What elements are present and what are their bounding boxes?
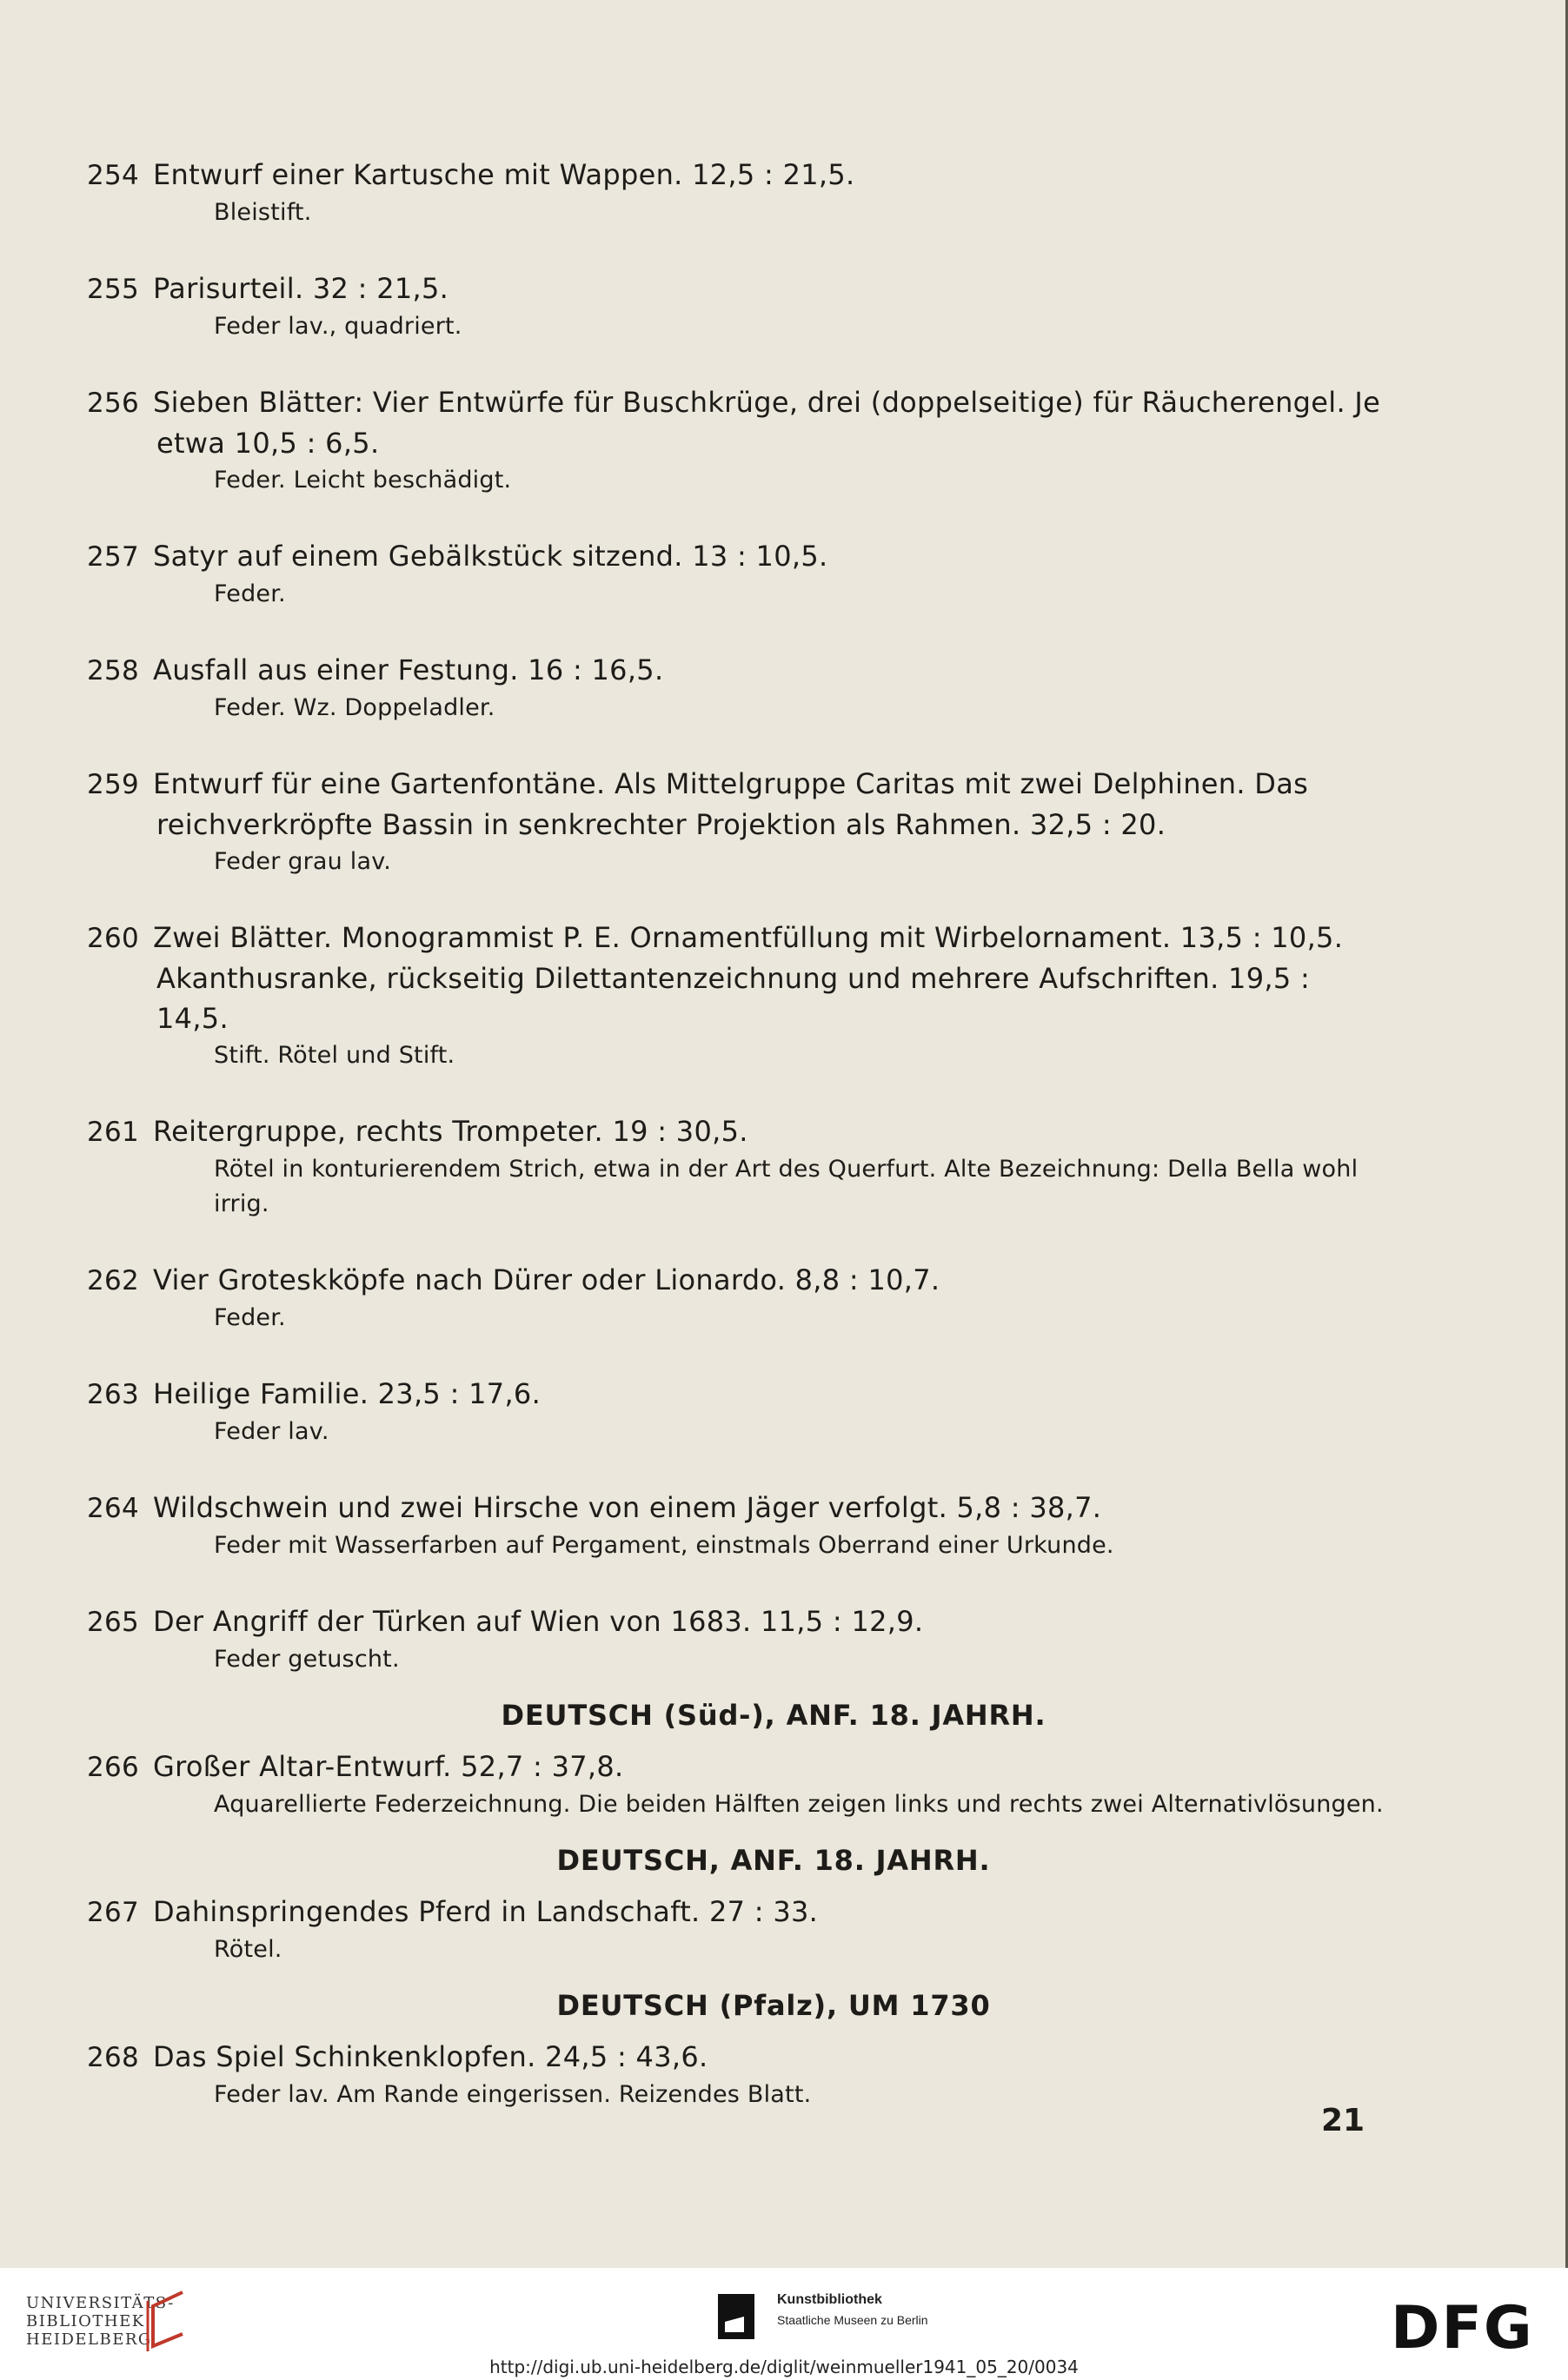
entry-number: 267 [87, 1897, 140, 1928]
entry-note: Aquarellierte Federzeichnung. Die beiden Hälften zeigen links und rechts zwei Alternativlösungen. [214, 1791, 1384, 1818]
catalog-entry [87, 1260, 1391, 1336]
catalog-entry [87, 1111, 1391, 1222]
catalog-entry [87, 268, 1391, 344]
entry-note: Feder. [214, 580, 286, 607]
entry-note: Rötel. [214, 1936, 282, 1963]
entry-note: Feder. Wz. Doppeladler. [214, 694, 495, 721]
entry-title-line [87, 1601, 1391, 1642]
entry-title: Sieben Blätter: Vier Entwürfe für Buschkrüge, drei (doppelseitige) für Räucherengel. Je etwa 10,5 : 6,5. [153, 386, 1381, 460]
entry-number: 261 [87, 1117, 140, 1148]
kunstbibliothek-logo-icon [718, 2294, 754, 2339]
entry-note: Bleistift. [214, 199, 312, 226]
source-url[interactable]: http://digi.ub.uni-heidelberg.de/diglit/weinmueller1941_05_20/0034 [489, 2357, 1079, 2377]
entry-number: 256 [87, 388, 140, 419]
entry-note: Feder. [214, 1304, 286, 1331]
entry-note: Stift. Rötel und Stift. [214, 1042, 455, 1069]
section-heading: DEUTSCH (Süd-), ANF. 18. JAHRH. [501, 1699, 1046, 1732]
entry-number: 258 [87, 655, 140, 686]
catalog-entry [87, 1488, 1391, 1563]
entry-title-line [87, 155, 1391, 196]
entry-title-line [87, 1747, 1391, 1787]
entry-title-line [87, 764, 1391, 845]
section-heading: DEUTSCH, ANF. 18. JAHRH. [556, 1844, 991, 1877]
kb-title: Kunstbibliothek [777, 2292, 882, 2307]
entry-title-line [87, 268, 1391, 309]
entry-number: 254 [87, 160, 140, 191]
university-line: UNIVERSITÄTS- [26, 2294, 175, 2312]
catalog-entry [87, 650, 1391, 726]
entry-number: 262 [87, 1265, 140, 1296]
entry-number: 263 [87, 1379, 140, 1410]
entry-number: 265 [87, 1607, 140, 1638]
entry-title: Entwurf für eine Gartenfontäne. Als Mittelgruppe Caritas mit zwei Delphinen. Das reichverkröpfte Bassin in senkrechter Projektion als Rahmen. 32,5 : 20. [153, 767, 1309, 841]
entry-note: Feder lav. [214, 1418, 329, 1445]
entry-note: Feder getuscht. [214, 1646, 400, 1673]
entry-title: Ausfall aus einer Festung. 16 : 16,5. [153, 653, 664, 686]
entry-note: Feder. Leicht beschädigt. [214, 467, 512, 494]
entry-title-line [87, 1260, 1391, 1301]
entry-note: Feder lav. Am Rande eingerissen. Reizendes Blatt. [214, 2081, 812, 2108]
entry-title: Entwurf einer Kartusche mit Wappen. 12,5 : 21,5. [153, 158, 855, 191]
entry-title-line [87, 918, 1391, 1038]
entry-note: Feder grau lav. [214, 848, 392, 875]
entry-title-line [87, 382, 1391, 463]
entry-title: Der Angriff der Türken auf Wien von 1683. 11,5 : 12,9. [153, 1605, 924, 1638]
catalog-entry [87, 764, 1391, 879]
section-heading: DEUTSCH (Pfalz), UM 1730 [556, 1989, 991, 2022]
catalog-entry [87, 536, 1391, 612]
entry-number: 259 [87, 769, 140, 800]
entry-title: Heilige Familie. 23,5 : 17,6. [153, 1377, 541, 1410]
entry-title-line [87, 536, 1391, 577]
entry-number: 257 [87, 541, 140, 573]
entry-title: Dahinspringendes Pferd in Landschaft. 27 : 33. [153, 1895, 819, 1928]
entry-title-line [87, 1374, 1391, 1415]
entry-note: Feder mit Wasserfarben auf Pergament, einstmals Oberrand einer Urkunde. [214, 1532, 1114, 1559]
entry-title: Großer Altar-Entwurf. 52,7 : 37,8. [153, 1750, 624, 1783]
catalog-entry [87, 382, 1391, 498]
catalog-entry [87, 1892, 1391, 1967]
page-number: 21 [1321, 2103, 1365, 2138]
entry-number: 266 [87, 1752, 140, 1783]
entry-title: Parisurteil. 32 : 21,5. [153, 272, 449, 305]
university-line: HEIDELBERG [26, 2330, 152, 2349]
entry-title-line [87, 1488, 1391, 1528]
entry-title: Reitergruppe, rechts Trompeter. 19 : 30,5. [153, 1115, 748, 1148]
catalog-entry [87, 1601, 1391, 1677]
catalog-entry [87, 1374, 1391, 1449]
entry-title-line [87, 1892, 1391, 1933]
entry-title-line [87, 650, 1391, 691]
entry-title: Wildschwein und zwei Hirsche von einem Jäger verfolgt. 5,8 : 38,7. [153, 1491, 1102, 1524]
entry-number: 260 [87, 923, 140, 954]
catalog-entry [87, 2037, 1391, 2112]
entry-title: Vier Groteskköpfe nach Dürer oder Lionardo. 8,8 : 10,7. [153, 1263, 940, 1296]
entry-title: Zwei Blätter. Monogrammist P. E. Ornamentfüllung mit Wirbelornament. 13,5 : 10,5. Akanthusranke, rückseitig Dilettantenzeichnung und mehrere Aufschriften. 19,5 : 14,5. [153, 921, 1344, 1035]
catalog-entry [87, 1747, 1391, 1822]
entry-note: Rötel in konturierendem Strich, etwa in der Art des Querfurt. Alte Bezeichnung: Della Bella wohl irrig. [214, 1156, 1359, 1217]
entry-title: Satyr auf einem Gebälkstück sitzend. 13 : 10,5. [153, 540, 828, 573]
entry-title-line [87, 2037, 1391, 2078]
entry-title-line [87, 1111, 1391, 1152]
entry-number: 264 [87, 1493, 140, 1524]
kb-subtitle: Staatliche Museen zu Berlin [777, 2313, 928, 2327]
university-mark-icon [139, 2285, 191, 2355]
entry-note: Feder lav., quadriert. [214, 313, 462, 340]
kunstbibliothek-label[interactable] [777, 2292, 928, 2327]
entry-number: 268 [87, 2042, 140, 2073]
catalog-entries [87, 155, 1391, 2151]
catalog-entry [87, 155, 1391, 230]
dfg-logo[interactable]: DFG [1391, 2294, 1534, 2363]
entry-title: Das Spiel Schinkenklopfen. 24,5 : 43,6. [153, 2040, 708, 2073]
entry-number: 255 [87, 274, 140, 305]
university-line: BIBLIOTHEK [26, 2312, 145, 2330]
catalog-entry [87, 918, 1391, 1073]
